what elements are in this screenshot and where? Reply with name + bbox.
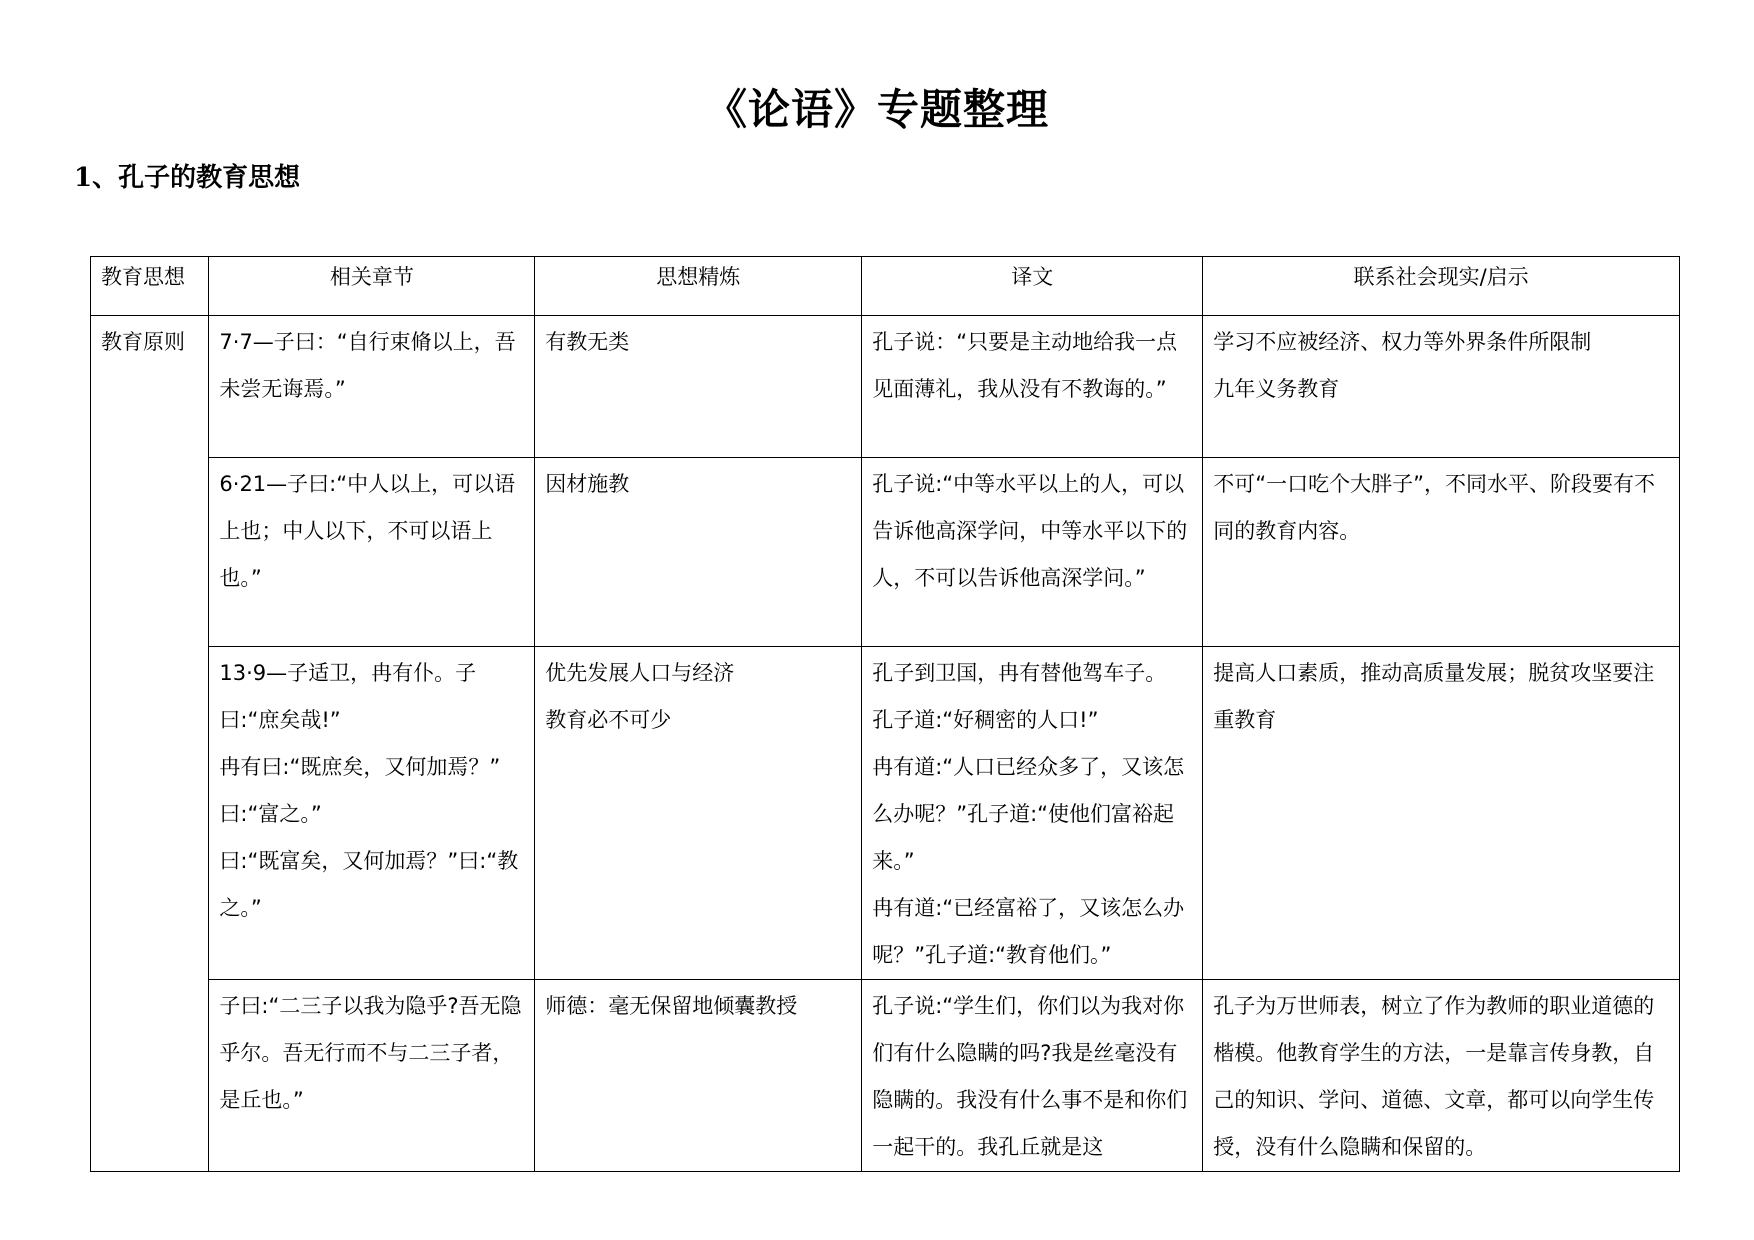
idea-line: 因材施教 (545, 472, 630, 496)
idea-line: 有教无类 (545, 330, 630, 354)
header-related-chapter: 相关章节 (209, 257, 535, 316)
idea-cell (535, 647, 862, 980)
chapter-line: 冉有曰:“既庶矣，又何加焉？” (219, 755, 501, 779)
chapter-cell (209, 647, 535, 980)
table-row (91, 647, 1680, 980)
insight-line: 提高人口素质，推动高质量发展；脱贫攻坚要注重教育 (1213, 661, 1655, 732)
translation-line: 孔子到卫国，冉有替他驾车子。 (872, 661, 1167, 685)
header-social-insight: 联系社会现实/启示 (1203, 257, 1680, 316)
chapter-line: 子曰:“二三子以我为隐乎?吾无隐乎尔。吾无行而不与二三子者，是丘也。” (219, 994, 522, 1112)
table-row (91, 316, 1680, 458)
chapter-cell (209, 458, 535, 647)
chapter-line: 7·7—子曰：“自行束脩以上，吾未尝无诲焉。” (219, 330, 516, 401)
insight-cell (1203, 316, 1680, 458)
insight-line: 不可“一口吃个大胖子”，不同水平、阶段要有不同的教育内容。 (1213, 472, 1656, 543)
table-header-row (91, 257, 1680, 316)
table-row (91, 458, 1680, 647)
chapter-line: 6·21—子曰:“中人以上，可以语上也；中人以下，不可以语上也。” (219, 472, 516, 590)
chapter-line: 曰:“富之。” (219, 802, 322, 826)
translation-cell (862, 980, 1203, 1172)
translation-line: 孔子说：“只要是主动地给我一点见面薄礼，我从没有不教诲的。” (872, 330, 1178, 401)
education-table (90, 256, 1680, 1172)
translation-cell (862, 316, 1203, 458)
idea-line: 优先发展人口与经济 (545, 661, 735, 685)
translation-line: 冉有道:“已经富裕了，又该怎么办呢？”孔子道:“教育他们。” (872, 896, 1185, 967)
translation-cell (862, 458, 1203, 647)
insight-cell (1203, 647, 1680, 980)
page-title: 《论语》专题整理 (704, 85, 1049, 134)
translation-line: 冉有道:“人口已经众多了，又该怎么办呢？”孔子道:“使他们富裕起来。” (872, 755, 1185, 873)
translation-line: 孔子说:“学生们，你们以为我对你们有什么隐瞒的吗?我是丝毫没有隐瞒的。我没有什么事不是和你们一起干的。我孔丘就是这 (872, 994, 1188, 1159)
category-cell: 教育原则 (91, 316, 209, 1172)
idea-line: 教育必不可少 (545, 708, 672, 732)
translation-cell (862, 647, 1203, 980)
insight-line: 九年义务教育 (1213, 377, 1340, 401)
section-heading: 1、孔子的教育思想 (74, 163, 301, 193)
translation-line: 孔子说:“中等水平以上的人，可以告诉他高深学问，中等水平以下的人，不可以告诉他高深学问。” (872, 472, 1188, 590)
header-thought-summary: 思想精炼 (535, 257, 862, 316)
chapter-cell (209, 980, 535, 1172)
table-row (91, 980, 1680, 1172)
chapter-line: 曰:“既富矣，又何加焉？”曰:“教之。” (219, 849, 519, 920)
idea-cell (535, 316, 862, 458)
idea-cell (535, 980, 862, 1172)
insight-cell (1203, 458, 1680, 647)
chapter-line: 13·9—子适卫，冉有仆。子曰:“庶矣哉!” (219, 661, 477, 732)
idea-line: 师德：毫无保留地倾囊教授 (545, 994, 798, 1018)
insight-line: 孔子为万世师表，树立了作为教师的职业道德的楷模。他教育学生的方法，一是靠言传身教，自己的知识、学问、道德、文章，都可以向学生传授，没有什么隐瞒和保留的。 (1213, 994, 1655, 1159)
chapter-cell (209, 316, 535, 458)
insight-line: 学习不应被经济、权力等外界条件所限制 (1213, 330, 1592, 354)
header-translation: 译文 (862, 257, 1203, 316)
translation-line: 孔子道:“好稠密的人口!” (872, 708, 1099, 732)
idea-cell (535, 458, 862, 647)
header-education-thought: 教育思想 (91, 257, 209, 316)
insight-cell (1203, 980, 1680, 1172)
